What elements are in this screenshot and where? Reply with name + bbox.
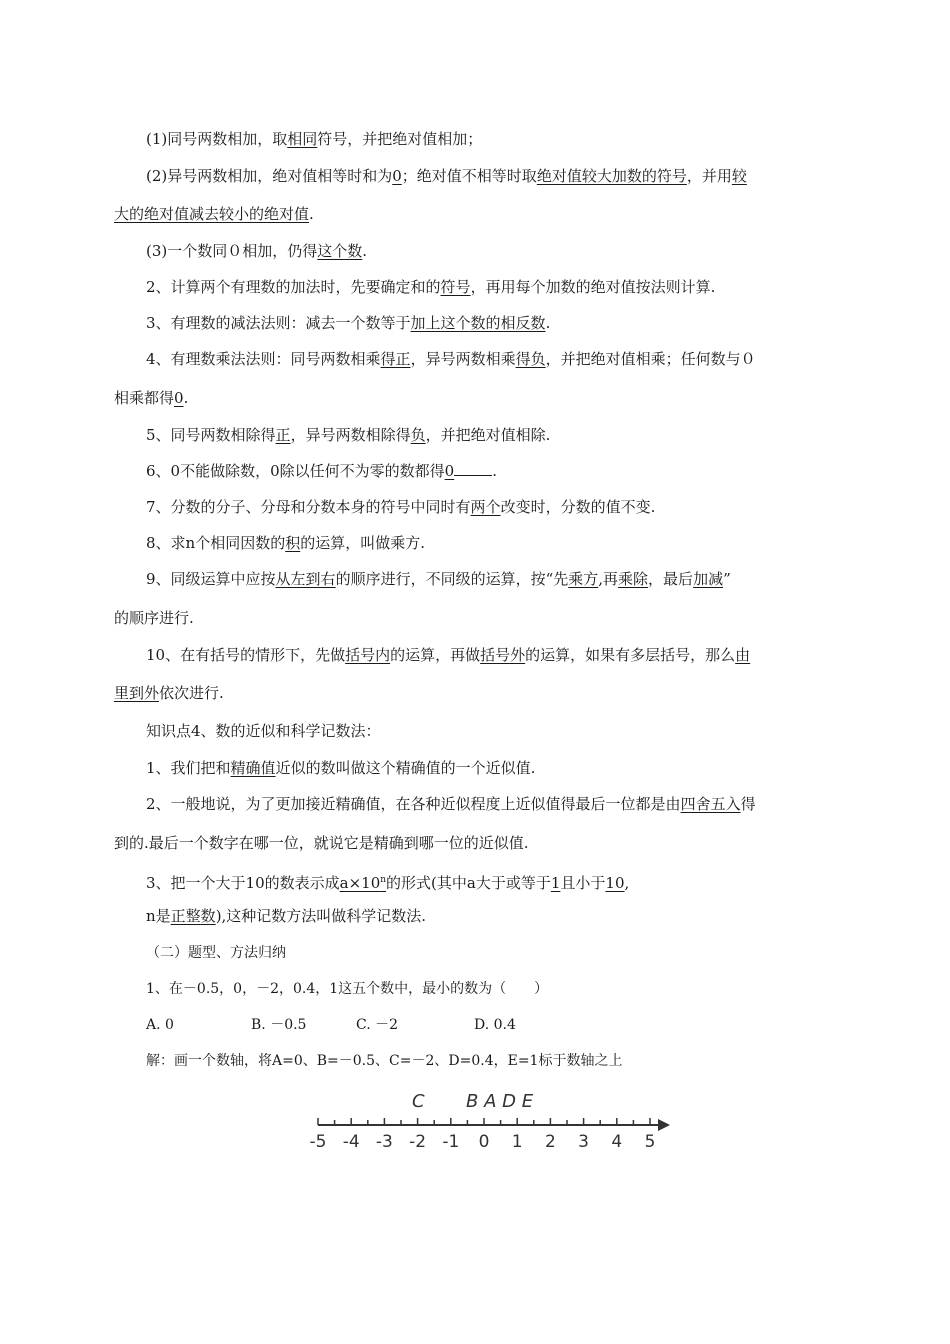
question-1 [146, 978, 836, 1000]
rule-2-line-1 [146, 165, 836, 187]
option-d: D. 0.4 [474, 1017, 516, 1033]
answer: 0 [392, 167, 402, 185]
text: 4、有理数乘法法则：同号两数相乘 [146, 350, 381, 368]
text: ” [723, 570, 731, 588]
section-4-item-3-line-2 [146, 905, 836, 927]
text: 近似的数叫做这个精确值的一个近似值. [275, 759, 536, 777]
text: 依次进行. [159, 684, 224, 702]
question-1-options [146, 1014, 836, 1036]
item-8 [146, 532, 836, 554]
text: . [309, 205, 314, 223]
text: (3)一个数同０相加，仍得 [146, 242, 318, 260]
option-a: A. 0 [146, 1017, 174, 1033]
answer: 加上这个数的相反数 [410, 314, 546, 332]
text: ，并把绝对值相除. [425, 426, 551, 444]
tick-label: -4 [342, 1132, 360, 1152]
answer: 10 [605, 874, 625, 892]
text: 且小于 [560, 874, 606, 892]
item-7 [146, 496, 836, 518]
text: 2、计算两个有理数的加法时，先要确定和的 [146, 278, 441, 296]
text: 到的.最后一个数字在哪一位，就说它是精确到哪一位的近似值. [114, 834, 529, 852]
text: . [362, 242, 368, 260]
text: 5、同号两数相除得 [146, 426, 276, 444]
text: 解：画一个数轴，将A=0、B=－0.5、C=－2、D=0.4，E=1标于数轴之上 [146, 1053, 623, 1069]
answer: 括号外 [480, 646, 526, 664]
item-9-line-1 [146, 568, 836, 590]
text: 2、一般地说，为了更加接近精确值，在各种近似程度上近似值得最后一位都是由 [146, 795, 681, 813]
answer: 0 [444, 462, 455, 480]
answer: 0 [174, 389, 184, 407]
text: ，异号两数相乘 [410, 350, 516, 368]
text: 的顺序进行. [114, 609, 194, 627]
exponent: n [380, 875, 387, 885]
option-b: B. －0.5 [251, 1017, 307, 1033]
rule-1 [146, 128, 836, 150]
tick-label: 4 [611, 1132, 623, 1152]
text: 1、我们把和 [146, 759, 231, 777]
answer: 负 [410, 426, 426, 444]
text: (1)同号两数相加，取 [146, 130, 288, 148]
answer: 乘除 [618, 570, 649, 588]
text: ，异号两数相除得 [290, 426, 411, 444]
blank-line [454, 461, 492, 476]
item-9-line-2 [114, 607, 836, 629]
text: ,再 [598, 570, 619, 588]
text: 得 [740, 795, 756, 813]
answer: 相同 [287, 130, 318, 148]
answer: 得负 [515, 350, 546, 368]
tick-marks [318, 1118, 650, 1125]
text: 3、有理数的减法法则：减去一个数等于 [146, 314, 411, 332]
arrow-head [658, 1119, 670, 1131]
point-label-c: C [412, 1091, 425, 1112]
item-10-line-1 [146, 644, 836, 666]
tick-label: 5 [644, 1132, 656, 1152]
text: 3、把一个大于10的数表示成 [146, 874, 340, 892]
tick-labels [310, 1132, 656, 1152]
tick-label: 2 [544, 1132, 556, 1152]
text: ，并用 [686, 167, 732, 185]
solution [146, 1050, 836, 1072]
text: 知识点4、数的近似和科学记数法： [146, 722, 381, 740]
text: 10、在有括号的情形下，先做 [146, 646, 346, 664]
rule-2-line-2 [114, 203, 836, 225]
text: 的运算，叫做乘方. [300, 534, 426, 552]
answer [340, 874, 386, 892]
answer: 这个数 [317, 242, 363, 260]
answer: 得正 [380, 350, 411, 368]
tick-label: -2 [409, 1132, 427, 1152]
answer: 两个 [470, 498, 501, 516]
text: 8、求n个相同因数的 [146, 534, 286, 552]
answer: 正整数 [170, 907, 216, 925]
answer: 正 [275, 426, 291, 444]
section-4-title [146, 720, 836, 742]
text: 9、同级运算中应按 [146, 570, 276, 588]
section-4-item-3-line-1 [146, 869, 836, 894]
text: ),这种记数方法叫做科学记数法. [215, 907, 427, 925]
text: 1、在－0.5，0，－2，0.4，1这五个数中，最小的数为（ ） [146, 981, 549, 997]
point-label-bade: B A D E [466, 1091, 534, 1112]
answer: 加减 [693, 570, 724, 588]
item-3 [146, 312, 836, 334]
text: 的顺序进行，不同级的运算，按“先 [335, 570, 569, 588]
text: n是 [146, 907, 171, 925]
number-line-figure [300, 1085, 680, 1155]
answer: 四舍五入 [680, 795, 741, 813]
tick-label: 1 [511, 1132, 523, 1152]
text: ，并把绝对值相乘；任何数与０ [545, 350, 756, 368]
text: , [624, 874, 630, 892]
text: 7、分数的分子、分母和分数本身的符号中同时有 [146, 498, 471, 516]
rule-3 [146, 240, 836, 262]
answer: 由 [735, 646, 751, 664]
answer: 绝对值较大加数的符号 [536, 167, 687, 185]
text: 6、0不能做除数，0除以任何不为零的数都得 [146, 462, 445, 480]
text: 改变时，分数的值不变. [500, 498, 656, 516]
tick-label: -5 [309, 1132, 327, 1152]
text: . [183, 389, 189, 407]
text: 符号，并把绝对值相加； [317, 130, 483, 148]
answer: 积 [285, 534, 301, 552]
answer: 较 [731, 167, 747, 185]
item-10-line-2 [114, 682, 836, 704]
answer: 大的绝对值减去较小的绝对值 [114, 205, 310, 223]
answer: 里到外 [114, 684, 160, 702]
item-4-line-2 [114, 387, 836, 409]
section-4-item-2-line-2 [114, 832, 836, 854]
text: （二）题型、方法归纳 [146, 945, 286, 961]
answer: 符号 [440, 278, 471, 296]
answer: 乘方 [568, 570, 599, 588]
text: ；绝对值不相等时取 [401, 167, 537, 185]
text: 相乘都得 [114, 389, 175, 407]
answer: 从左到右 [275, 570, 336, 588]
text: (2)异号两数相加，绝对值相等时和为 [146, 167, 393, 185]
answer: 精确值 [230, 759, 276, 777]
answer: 1 [550, 874, 561, 892]
text: ，最后 [648, 570, 694, 588]
text: 的运算，如果有多层括号，那么 [525, 646, 736, 664]
tick-label: -1 [442, 1132, 460, 1152]
tick-label: 0 [478, 1132, 490, 1152]
tick-label: -3 [375, 1132, 393, 1152]
section-4-item-1 [146, 757, 836, 779]
item-5 [146, 424, 836, 446]
tick-label: 3 [578, 1132, 590, 1152]
text: 的形式(其中a大于或等于 [386, 874, 551, 892]
text: a×10 [339, 874, 381, 892]
item-4-line-1 [146, 348, 836, 370]
item-2 [146, 276, 836, 298]
text: . [545, 314, 551, 332]
text: 的运算，再做 [390, 646, 481, 664]
section-2-title [146, 942, 836, 964]
answer: 括号内 [345, 646, 391, 664]
item-6 [146, 460, 836, 482]
text: ，再用每个加数的绝对值按法则计算. [470, 278, 716, 296]
text: . [492, 462, 497, 480]
option-c: C. －2 [356, 1017, 399, 1033]
section-4-item-2-line-1 [146, 793, 836, 815]
